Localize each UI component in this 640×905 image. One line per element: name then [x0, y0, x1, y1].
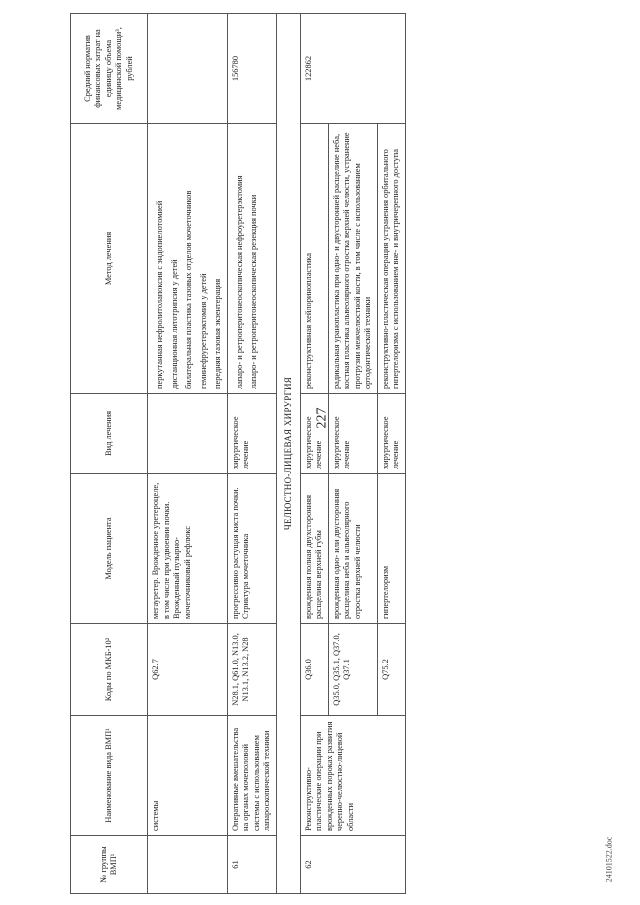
- section-title: ЧЕЛЮСТНО-ЛИЦЕВАЯ ХИРУРГИЯ: [276, 14, 300, 894]
- cell-treatment-type: хирургическое лечение: [377, 394, 405, 474]
- cell-icd-codes: Q75.2: [377, 624, 405, 716]
- header-vmp-name: Наименование вида ВМП¹: [71, 716, 148, 836]
- method-item: передняя тазовая экзентерация: [213, 278, 222, 389]
- method-item: дистанционная литотрипсия у детей: [169, 259, 179, 389]
- cell-method: реконструктивная хейлоринопластика: [300, 124, 328, 394]
- header-patient-model: Модель пациента: [71, 474, 148, 624]
- cell-icd-codes: Q36.0: [300, 624, 328, 716]
- header-group-no: № группы ВМП¹: [71, 836, 148, 894]
- section-heading-row: [276, 14, 300, 894]
- cell-group-no: [148, 836, 228, 894]
- table-row: [148, 14, 228, 894]
- cell-treatment-type: [148, 394, 228, 474]
- header-cost: Средний норматив финансовых затрат на единицу объема медицинской помощи³, рублей: [71, 14, 148, 124]
- cell-vmp-name: Оперативные вмешательства на органах мочеполовой системы с использованием лапароскопической техники: [227, 716, 276, 836]
- cell-patient-model: врожденная одно- или двусторонняя расщелина неба и альвеолярного отростка верхней челюсти: [328, 474, 377, 624]
- cell-group-no: 62: [300, 836, 405, 894]
- cell-treatment-type: хирургическое лечение: [300, 394, 328, 474]
- table-row: [227, 14, 276, 894]
- method-item: лапаро- и ретроперитонеоскопическая резекция почки: [249, 194, 258, 389]
- cell-patient-model: мегауретер. Врожденное уретероцеле, в том числе при удвоении почки. Врожденный пузырно-мочеточниковый рефлюкс: [148, 474, 228, 624]
- footer-document-code: 24101522.doc: [604, 836, 614, 883]
- table-area: [70, 14, 640, 894]
- cell-vmp-name: Реконструктивно-пластические операции при врожденных пороках развития черепно-челюстно-лицевой области: [300, 716, 405, 836]
- cell-icd-codes: N28.1, Q61.0, N13.0, N13.1, N13.2, N28: [227, 624, 276, 716]
- header-treatment-type: Вид лечения: [71, 394, 148, 474]
- cell-cost: 122862: [300, 14, 405, 124]
- cell-group-no: 61: [227, 836, 276, 894]
- cell-patient-model: врожденная полная двухсторонняя расщелина верхней губы: [300, 474, 328, 624]
- rotated-table-wrapper: [70, 14, 640, 894]
- cell-cost: [148, 14, 228, 124]
- cell-icd-codes: Q35.0, Q35.1, Q37.0, Q37.1: [328, 624, 377, 716]
- method-item: лапаро- и ретроперитонеоскопическая нефроуретерэктомия: [234, 175, 244, 389]
- method-item: билатеральная пластика тазовых отделов мочеточников: [184, 190, 193, 389]
- cell-method: радикальная уранопластика при одно- и двусторонней расщелине неба, костная пластика альвеолярного отростка верхней челюсти, устранение протрузии межчелюстной кости, в том числе с использованием ортодонтической техники: [328, 124, 377, 394]
- cell-patient-model: прогрессивно растущая киста почки. Стриктура мочеточника: [227, 474, 276, 624]
- header-icd-codes: Коды по МКБ-10²: [71, 624, 148, 716]
- cell-patient-model: гипертелоризм: [377, 474, 405, 624]
- cell-cost: 156780: [227, 14, 276, 124]
- table-row: [300, 14, 328, 894]
- vmp-table: [70, 13, 406, 894]
- cell-treatment-type: хирургическое лечение: [328, 394, 377, 474]
- method-item: геминефруретерэктомия у детей: [198, 273, 208, 389]
- cell-method: [227, 124, 276, 394]
- table-header-row: [71, 14, 148, 894]
- cell-icd-codes: Q62.7: [148, 624, 228, 716]
- header-method: Метод лечения: [71, 124, 148, 394]
- cell-treatment-type: хирургическое лечение: [227, 394, 276, 474]
- page-number: 227: [314, 407, 330, 429]
- cell-vmp-name: системы: [148, 716, 228, 836]
- method-item: перкутанная нефролитолапоксия с эндопиелотомией: [155, 200, 164, 389]
- cell-method: [148, 124, 228, 394]
- cell-method: реконструктивно-пластическая операция устранения орбитального гипертелоризма с использованием вне- и внутричерепного доступа: [377, 124, 405, 394]
